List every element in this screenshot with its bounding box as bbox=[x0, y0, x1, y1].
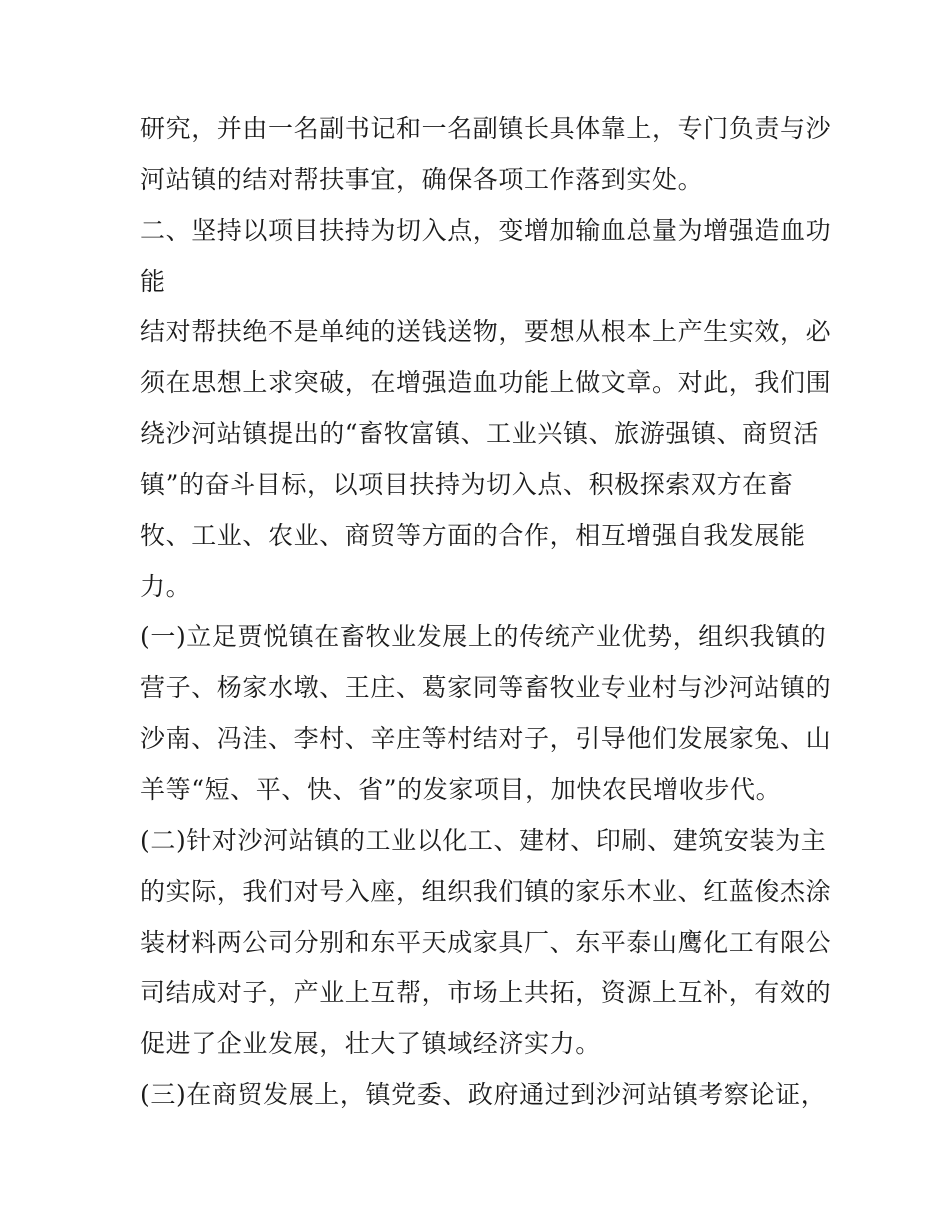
text-line: 羊等“短、平、快、省”的发家项目，加快农民增收步代。 bbox=[140, 774, 782, 804]
text-line: 装材料两公司分别和东平天成家具厂、东平泰山鹰化工有限公 bbox=[140, 927, 832, 957]
text-line: (三)在商贸发展上，镇党委、政府通过到沙河站镇考察论证， bbox=[140, 1080, 827, 1110]
text-line: 促进了企业发展，壮大了镇域经济实力。 bbox=[140, 1029, 601, 1059]
text-line: 研究，并由一名副书记和一名副镇长具体靠上，专门负责与沙 bbox=[140, 114, 832, 143]
text-line: 沙南、冯洼、李村、辛庄等村结对子，引导他们发展家兔、山 bbox=[140, 724, 832, 754]
text-line: 营子、杨家水墩、王庄、葛家同等畜牧业专业村与沙河站镇的 bbox=[140, 673, 832, 703]
text-line: 司结成对子，产业上互帮，市场上共拓，资源上互补，有效的 bbox=[140, 978, 832, 1008]
text-line: (二)针对沙河站镇的工业以化工、建材、印刷、建筑安装为主 bbox=[140, 825, 827, 855]
section-heading-line: 二、坚持以项目扶持为切入点，变增加输血总量为增强造血功 bbox=[140, 215, 832, 245]
text-line: 结对帮扶绝不是单纯的送钱送物，要想从根本上产生实效，必 bbox=[140, 317, 832, 347]
text-line: 绕沙河站镇提出的“畜牧富镇、工业兴镇、旅游强镇、商贸活 bbox=[140, 419, 819, 449]
text-line: 力。 bbox=[140, 571, 192, 601]
section-heading-line: 能 bbox=[140, 266, 166, 296]
body-text bbox=[140, 104, 830, 1121]
text-line: 镇”的奋斗目标，以项目扶持为切入点、积极探索双方在畜 bbox=[140, 469, 794, 499]
text-line: 的实际，我们对号入座，组织我们镇的家乐木业、红蓝俊杰涂 bbox=[140, 876, 832, 906]
text-line: (一)立足贾悦镇在畜牧业发展上的传统产业优势，组织我镇的 bbox=[140, 622, 827, 652]
text-line: 牧、工业、农业、商贸等方面的合作，相互增强自我发展能 bbox=[140, 520, 806, 550]
text-line: 须在思想上求突破，在增强造血功能上做文章。对此，我们围 bbox=[140, 368, 832, 398]
text-line: 河站镇的结对帮扶事宜，确保各项工作落到实处。 bbox=[140, 164, 704, 194]
